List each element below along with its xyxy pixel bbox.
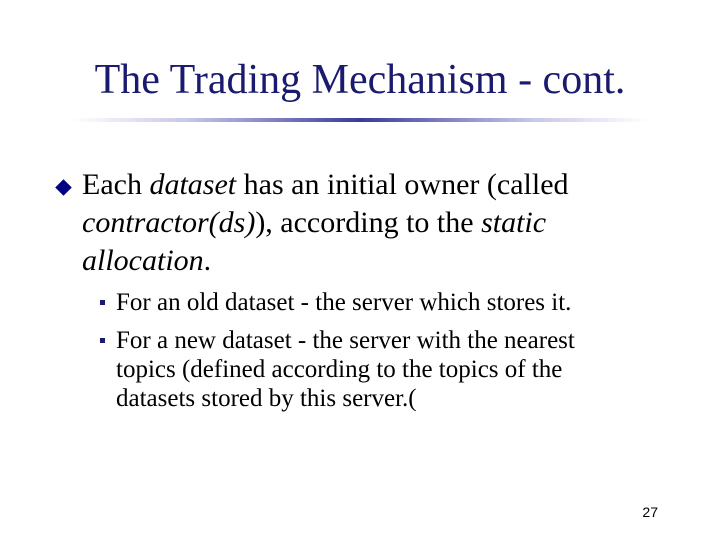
text-segment: has an initial owner (called bbox=[236, 168, 569, 201]
title-divider bbox=[72, 118, 648, 122]
sub-bullet-new-dataset bbox=[100, 326, 660, 413]
main-bullet-line-3 bbox=[84, 242, 654, 280]
sub-bullet-line-3: datasets stored by this server.( bbox=[116, 385, 417, 412]
main-bullet-line-1 bbox=[84, 166, 654, 204]
sub-bullet-line-2: topics (defined according to the topics of the bbox=[116, 356, 563, 383]
sub-bullet-old-dataset bbox=[100, 288, 660, 317]
text-segment-italic: contractor(ds) bbox=[82, 206, 256, 239]
square-bullet-icon bbox=[100, 338, 105, 343]
text-segment-italic: static bbox=[481, 206, 547, 239]
text-segment: Each bbox=[82, 168, 150, 201]
square-bullet-icon bbox=[100, 300, 105, 305]
text-segment: ), according to the bbox=[255, 206, 482, 239]
sub-bullet-line-1: For a new dataset - the server with the nearest bbox=[116, 327, 575, 354]
text-segment-italic: allocation bbox=[82, 244, 204, 277]
sub-bullet-text: For an old dataset - the server which stores it. bbox=[116, 289, 572, 316]
main-bullet bbox=[54, 166, 654, 280]
main-bullet-line-2 bbox=[84, 204, 654, 242]
text-segment: . bbox=[203, 244, 212, 277]
page-number: 27 bbox=[642, 504, 658, 520]
slide-title: The Trading Mechanism - cont. bbox=[94, 57, 626, 103]
text-segment-italic: dataset bbox=[149, 168, 237, 201]
